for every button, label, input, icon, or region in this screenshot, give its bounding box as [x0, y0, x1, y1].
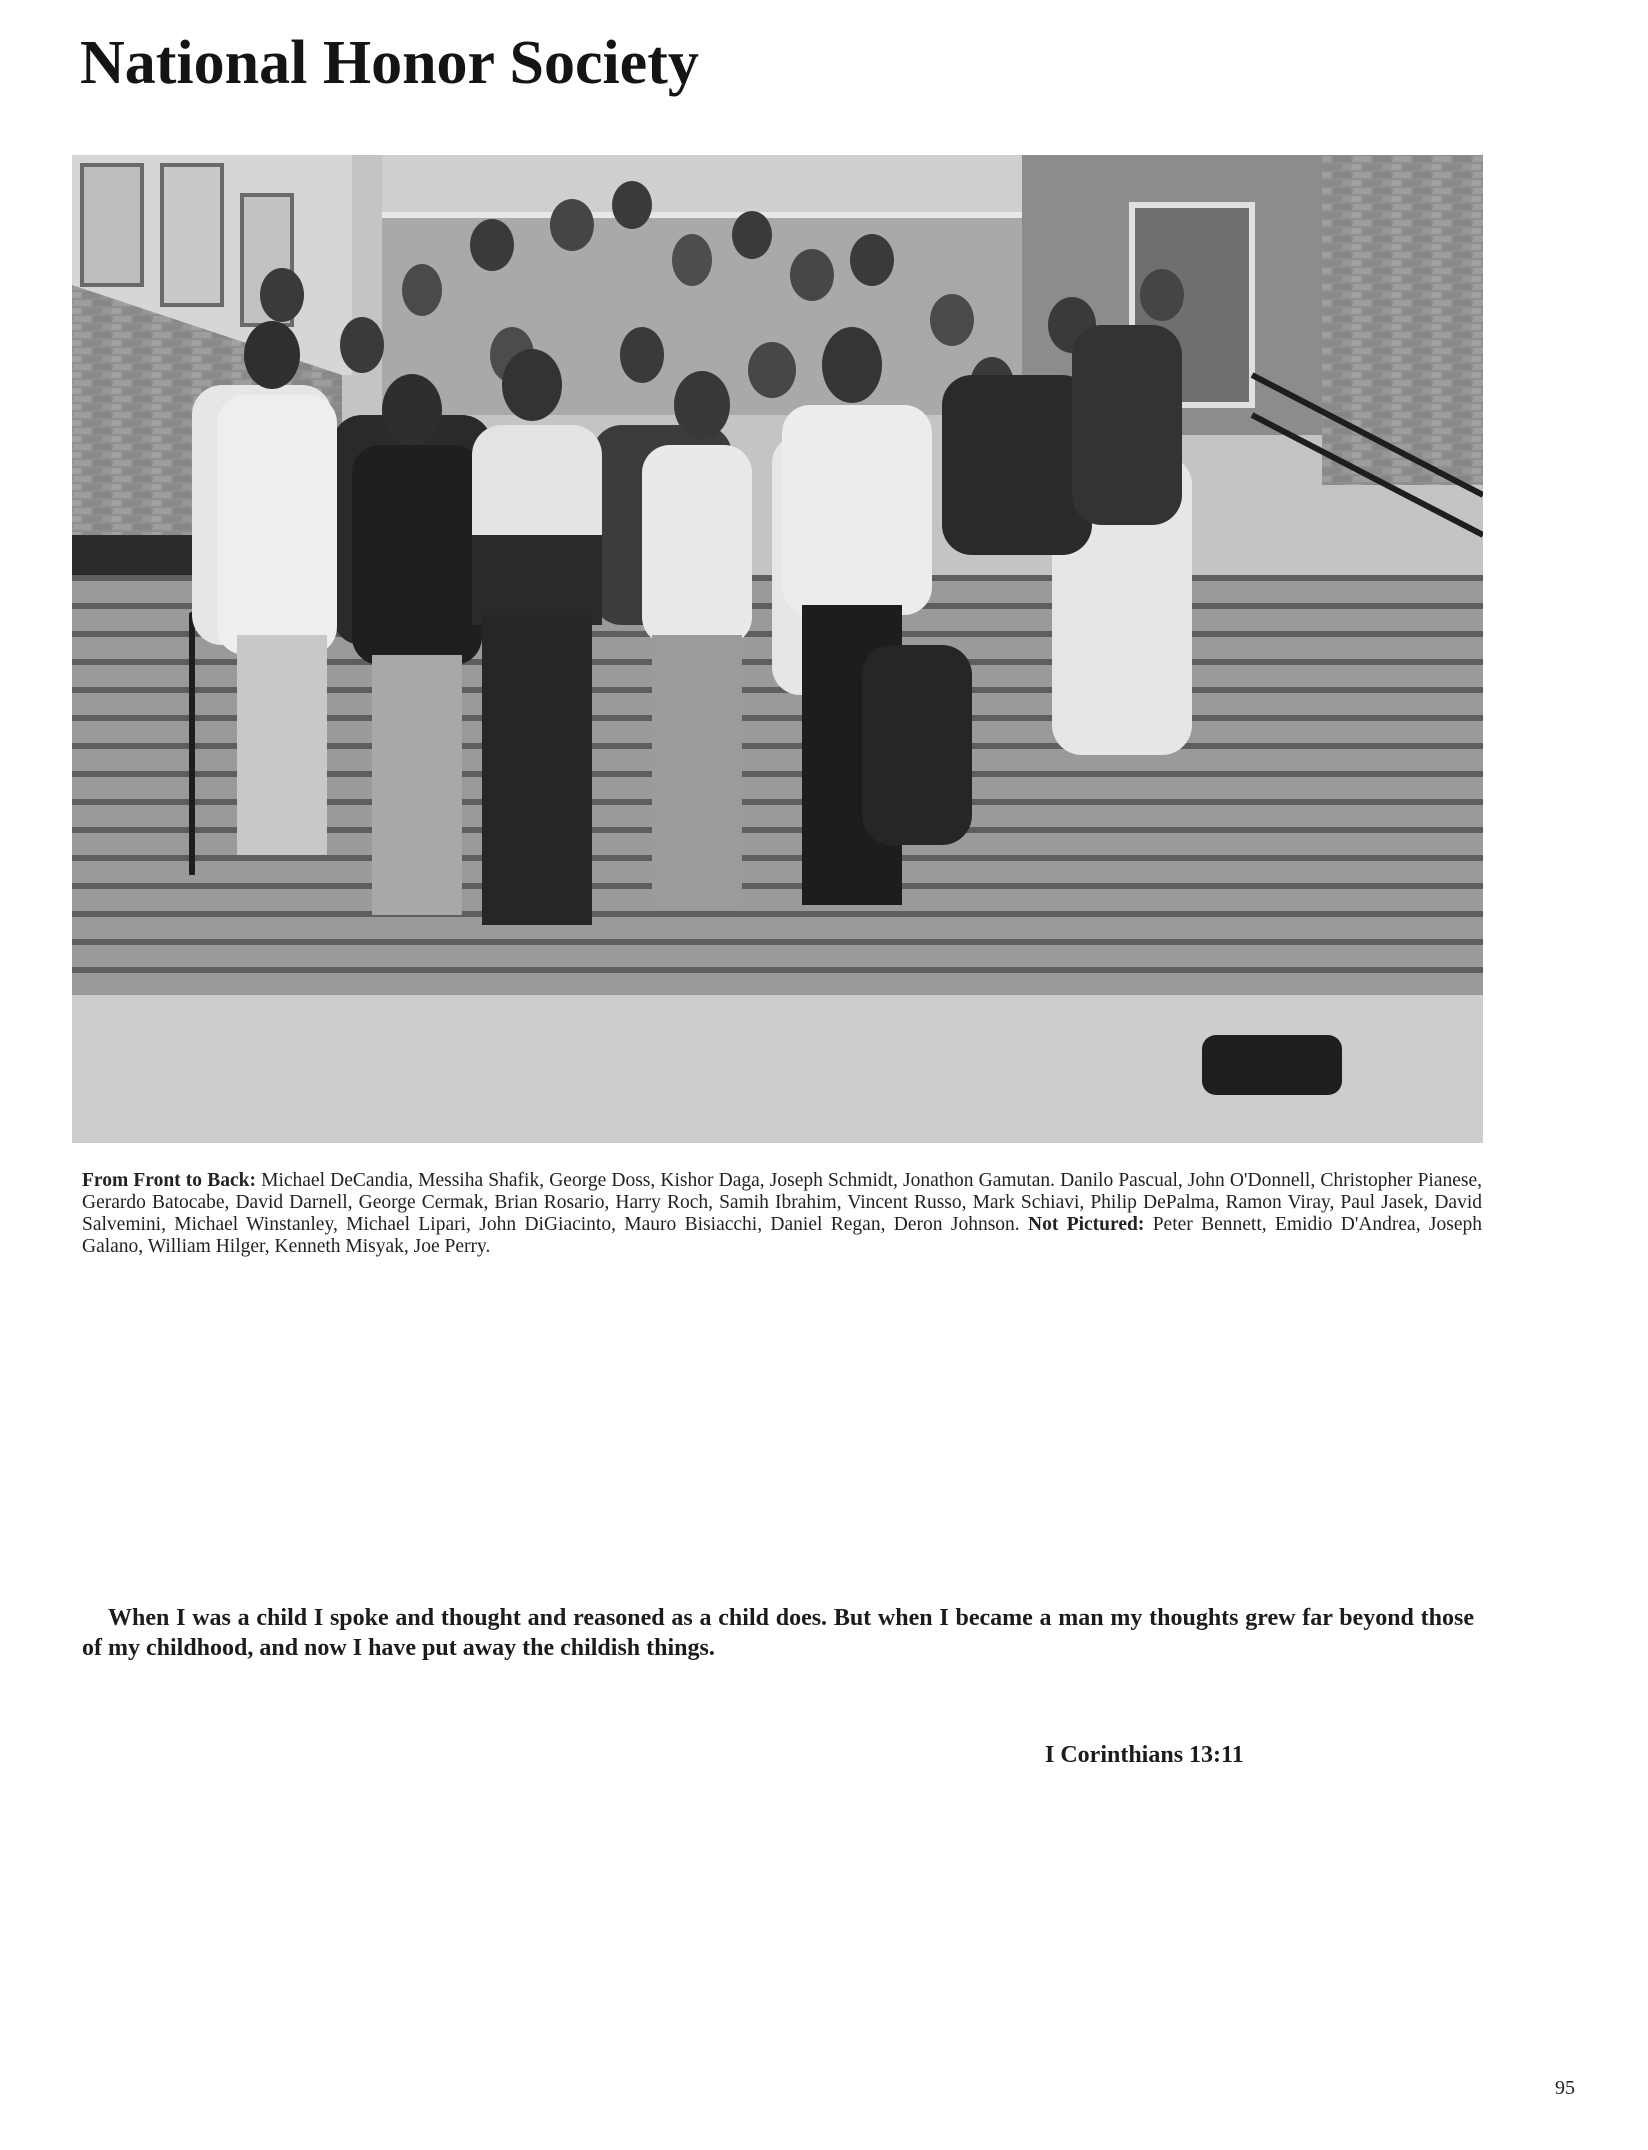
scripture-citation: I Corinthians 13:11 — [1045, 1742, 1244, 1768]
page-title: National Honor Society — [80, 29, 699, 97]
photo-caption — [82, 1170, 1482, 1258]
caption-front-names: Michael DeCandia, Messiha Shafik, George Doss, Kishor Daga, Joseph Schmidt, Jonathon Gamutan. Danilo Pascual, John O'Donnell, Christopher Pianese, Gerardo Batocabe, David Darnell, George Cermak, Brian Rosario, Harry Roch, Samih Ibrahim, Vincent Russo, Mark Schiavi, Philip DePalma, Ramon Viray, Paul Jasek, David Salvemini, Michael Winstanley, Michael Lipari, John DiGiacinto, Mauro Bisiacchi, Daniel Regan, Deron Johnson. — [82, 1170, 1483, 1235]
group-photo — [72, 155, 1483, 1143]
caption-not-pictured-names: Peter Bennett, Emidio D'Andrea, Joseph Galano, William Hilger, Kenneth Misyak, Joe Perry. — [82, 1214, 1483, 1257]
scripture-quote: When I was a child I spoke and thought and reasoned as a child does. But when I became a man my thoughts grew far beyond those of my childhood, and now I have put away the childish things. — [82, 1605, 1474, 1661]
caption-not-pictured-label: Not Pictured: — [1028, 1214, 1145, 1235]
page-number: 95 — [1555, 2077, 1575, 2099]
group-photo-illustration — [72, 155, 1483, 1143]
caption-front-label: From Front to Back: — [82, 1170, 256, 1191]
